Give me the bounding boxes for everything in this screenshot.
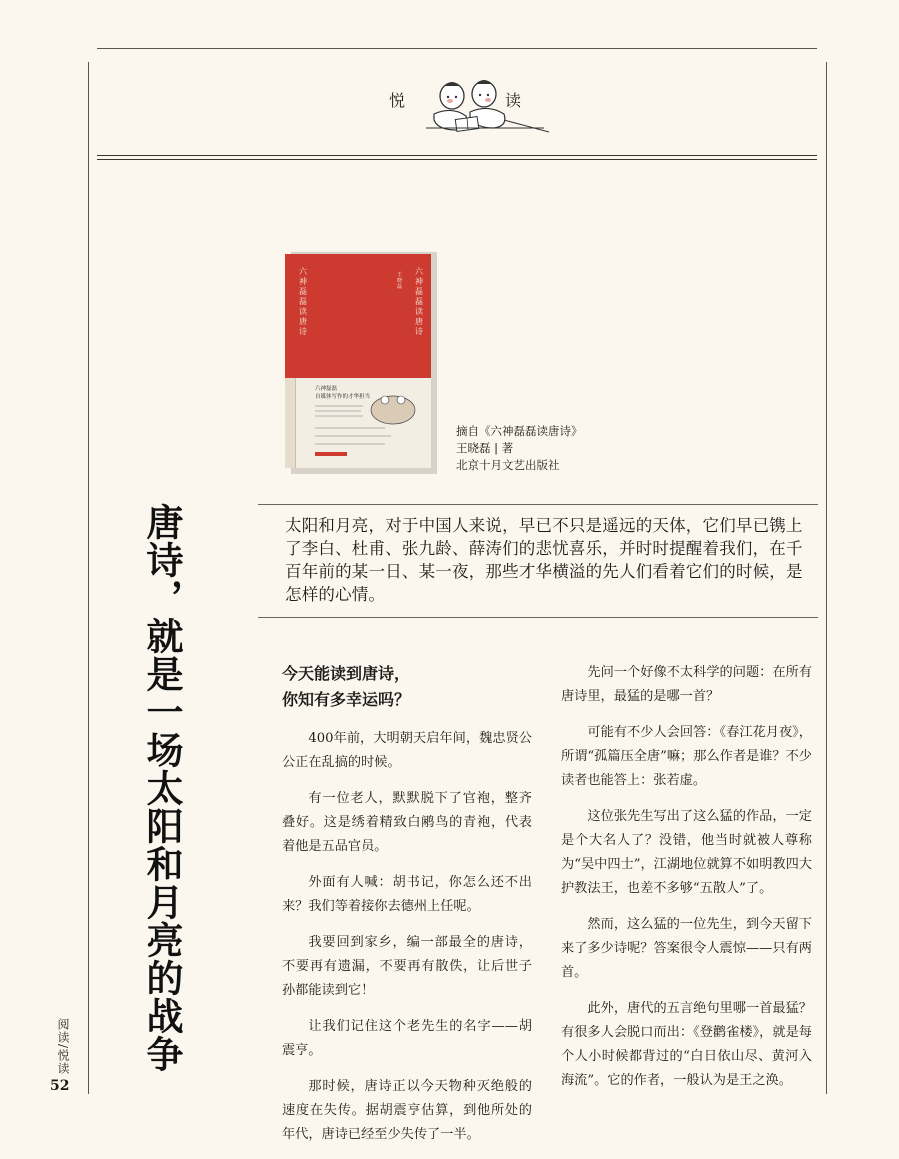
book-excerpt-source: 摘自《六神磊磊读唐诗》 <box>456 424 583 438</box>
article-title: 唐诗，就是一场太阳和月亮的战争 <box>140 503 184 1073</box>
paragraph: 此外，唐代的五言绝句里哪一首最猛？有很多人会脱口而出：《登鹳雀楼》，就是每个人小时候都背过的“白日依山尽、黄河入海流”。它的作者，一般认为是王之涣。 <box>561 1001 812 1088</box>
body-column-1 <box>282 661 532 1159</box>
book-info <box>456 423 583 474</box>
left-frame-line <box>88 62 89 1094</box>
svg-text:神: 神 <box>415 277 423 286</box>
book-cover <box>281 250 442 474</box>
column-name-right: 读 <box>505 91 524 110</box>
svg-text:六神磊磊: 六神磊磊 <box>315 386 338 392</box>
top-rule <box>97 48 817 49</box>
paragraph: 有一位老人，默默脱下了官袍，整齐叠好。这是绣着精致白鹇鸟的青袍，代表着他是五品官员。 <box>282 791 532 854</box>
paragraph: 让我们记住这个老先生的名字——胡震亨。 <box>282 1019 532 1058</box>
paragraph: 这位张先生写出了这么猛的作品，一定是个大名人了？没错，他当时就被人尊称为“吴中四士”，江湖地位就算不如明教四大护教法王，也差不多够“五散人”了。 <box>561 809 812 896</box>
svg-text:磊: 磊 <box>415 297 423 306</box>
book-publisher: 北京十月文艺出版社 <box>456 458 560 472</box>
svg-text:唐: 唐 <box>415 317 423 326</box>
svg-text:磊: 磊 <box>299 287 307 296</box>
lead-rule-top <box>258 504 818 505</box>
body-column-2 <box>561 661 812 1105</box>
page-number: 52 <box>50 1078 70 1094</box>
column-name-left: 悦 <box>389 91 408 110</box>
reading-children-illustration <box>404 72 554 142</box>
paragraph: 那时候，唐诗正以今天物种灭绝般的速度在失传。据胡震亨估算，到他所处的年代，唐诗已经至少失传了一半。 <box>282 1079 532 1142</box>
header-rule-2 <box>97 159 817 160</box>
paragraph: 然而，这么猛的一位先生，到今天留下来了多少诗呢？答案很令人震惊——只有两首。 <box>561 917 812 980</box>
svg-text:晓: 晓 <box>397 278 403 284</box>
svg-text:诗: 诗 <box>299 327 307 336</box>
paragraph: 我要回到家乡，编一部最全的唐诗，不要再有遗漏，不要再有散佚，让后世子孙都能读到它！ <box>282 935 532 998</box>
svg-text:自媒体写作的才华担当: 自媒体写作的才华担当 <box>315 394 371 400</box>
svg-text:读: 读 <box>415 307 423 316</box>
svg-text:读: 读 <box>299 307 307 316</box>
magazine-folio: 阅读/悦读 <box>56 1018 70 1076</box>
svg-text:磊: 磊 <box>299 297 307 306</box>
header-rule <box>97 155 817 156</box>
book-author: 王晓磊 | 著 <box>456 441 514 455</box>
right-frame-line <box>826 62 827 1094</box>
paragraph: 先问一个好像不太科学的问题：在所有唐诗里，最猛的是哪一首？ <box>561 665 812 704</box>
lead-rule-bottom <box>258 617 818 618</box>
svg-text:唐: 唐 <box>299 317 307 326</box>
paragraph: 400年前，大明朝天启年间，魏忠贤公公正在乱搞的时候。 <box>282 731 532 770</box>
paragraph: 可能有不少人会回答：《春江花月夜》，所谓“孤篇压全唐”嘛；那么作者是谁？不少读者也能答上：张若虚。 <box>561 725 812 788</box>
paragraph: 外面有人喊：胡书记，你怎么还不出来？我们等着接你去德州上任呢。 <box>282 875 532 914</box>
svg-text:诗: 诗 <box>415 327 423 336</box>
svg-text:磊: 磊 <box>397 284 403 290</box>
svg-text:王: 王 <box>397 272 403 278</box>
section-heading-line-1: 今天能读到唐诗， <box>282 664 411 683</box>
svg-text:神: 神 <box>299 277 307 286</box>
svg-text:六: 六 <box>415 267 423 276</box>
svg-text:六: 六 <box>299 267 307 276</box>
section-heading <box>282 661 532 713</box>
article-lead: 太阳和月亮，对于中国人来说，早已不只是遥远的天体，它们早已镌上了李白、杜甫、张九龄、薛涛们的悲忧喜乐，并时时提醒着我们，在千百年前的某一日、某一夜，那些才华横溢的先人们看着它们的时候，是怎样的心情。 <box>285 516 803 604</box>
section-heading-line-2: 你知有多幸运吗？ <box>282 690 411 709</box>
svg-text:磊: 磊 <box>415 287 423 296</box>
